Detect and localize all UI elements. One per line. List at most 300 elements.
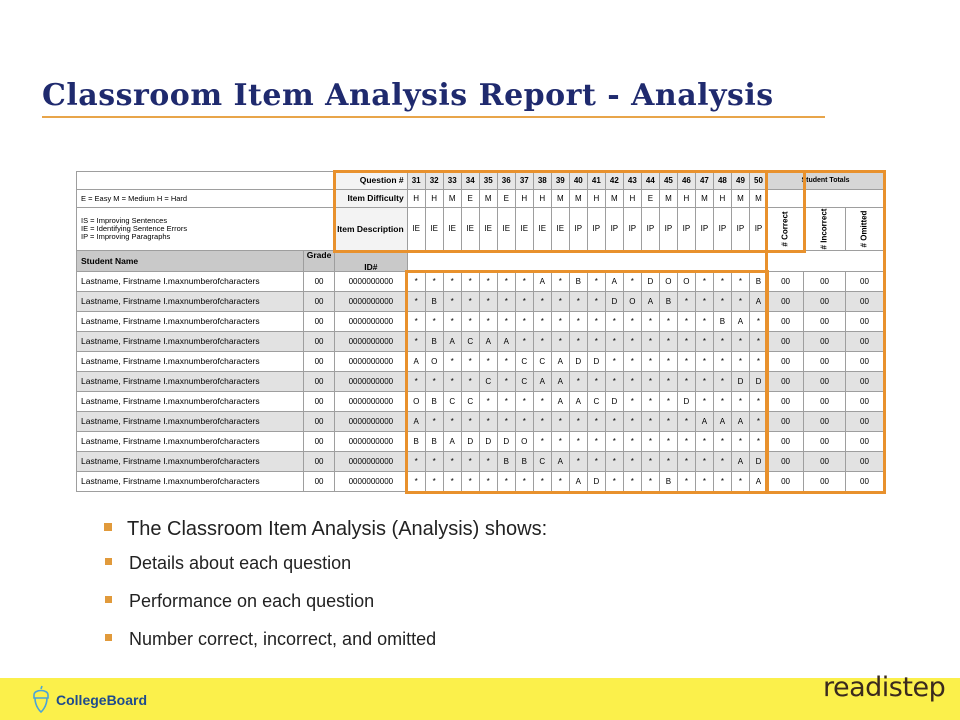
answer-cell: * bbox=[443, 292, 461, 312]
description-cell: IP bbox=[677, 208, 695, 251]
description-cell: IE bbox=[407, 208, 425, 251]
omitted-count-cell: 00 bbox=[846, 332, 884, 352]
omitted-count-cell: 00 bbox=[846, 372, 884, 392]
answer-cell: C bbox=[515, 372, 533, 392]
description-cell: IP bbox=[749, 208, 767, 251]
difficulty-cell: M bbox=[551, 190, 569, 208]
question-number-cell: 35 bbox=[479, 172, 497, 190]
answer-cell: O bbox=[425, 352, 443, 372]
answer-cell: * bbox=[623, 472, 641, 492]
report-table bbox=[76, 171, 884, 492]
difficulty-cell: M bbox=[731, 190, 749, 208]
answer-cell: * bbox=[569, 332, 587, 352]
correct-count-cell: 00 bbox=[767, 292, 803, 312]
grade-cell: 00 bbox=[304, 452, 335, 472]
student-name-cell: Lastname, Firstname I.maxnumberofcharacters bbox=[77, 332, 304, 352]
bullet-square-icon bbox=[105, 634, 112, 641]
answer-cell: * bbox=[731, 472, 749, 492]
answer-cell: A bbox=[551, 352, 569, 372]
answer-cell: * bbox=[605, 472, 623, 492]
grade-cell: 00 bbox=[304, 312, 335, 332]
question-number-cell: 34 bbox=[461, 172, 479, 190]
answer-cell: O bbox=[677, 272, 695, 292]
omitted-count-cell: 00 bbox=[846, 432, 884, 452]
answer-cell: * bbox=[533, 412, 551, 432]
answer-cell: * bbox=[425, 472, 443, 492]
answer-cell: * bbox=[605, 432, 623, 452]
answer-cell: A bbox=[533, 272, 551, 292]
answer-cell: * bbox=[677, 452, 695, 472]
answer-cell: * bbox=[497, 292, 515, 312]
answer-cell: * bbox=[749, 432, 767, 452]
vertical-header-text: # Correct bbox=[780, 211, 790, 247]
incorrect-count-cell: 00 bbox=[804, 472, 846, 492]
omitted-count-cell: 00 bbox=[846, 452, 884, 472]
description-cell: IE bbox=[515, 208, 533, 251]
answer-cell: * bbox=[659, 312, 677, 332]
difficulty-cell: H bbox=[623, 190, 641, 208]
difficulty-cell: H bbox=[515, 190, 533, 208]
grade-cell: 00 bbox=[304, 332, 335, 352]
answer-cell: * bbox=[479, 292, 497, 312]
incorrect-count-cell: 00 bbox=[804, 412, 846, 432]
student-id-cell: 0000000000 bbox=[335, 392, 408, 412]
omitted-count-cell: 00 bbox=[846, 472, 884, 492]
answer-cell: D bbox=[641, 272, 659, 292]
answer-cell: * bbox=[551, 332, 569, 352]
answer-cell: * bbox=[407, 272, 425, 292]
correct-count-cell: 00 bbox=[767, 472, 803, 492]
incorrect-count-cell: 00 bbox=[804, 452, 846, 472]
answer-cell: A bbox=[407, 412, 425, 432]
answer-cell: B bbox=[749, 272, 767, 292]
answer-cell: * bbox=[587, 412, 605, 432]
answer-cell: A bbox=[731, 452, 749, 472]
footer-bar bbox=[0, 672, 960, 720]
answer-cell: * bbox=[461, 472, 479, 492]
answer-cell: * bbox=[623, 352, 641, 372]
answer-cell: * bbox=[659, 412, 677, 432]
student-row bbox=[77, 332, 884, 352]
answer-cell: * bbox=[479, 412, 497, 432]
answer-cell: A bbox=[533, 372, 551, 392]
description-legend-line: IE = Identifying Sentence Errors bbox=[81, 224, 188, 234]
answer-cell: * bbox=[623, 432, 641, 452]
answer-cell: A bbox=[749, 472, 767, 492]
answer-cell: * bbox=[551, 312, 569, 332]
student-id-cell: 0000000000 bbox=[335, 292, 408, 312]
correct-count-cell: 00 bbox=[767, 272, 803, 292]
answer-cell: * bbox=[605, 312, 623, 332]
omitted-count-cell: 00 bbox=[846, 352, 884, 372]
answer-cell: * bbox=[533, 432, 551, 452]
sub-bullet: Details about each question bbox=[105, 553, 547, 574]
student-id-cell: 0000000000 bbox=[335, 452, 408, 472]
answer-cell: * bbox=[695, 332, 713, 352]
answer-cell: * bbox=[731, 392, 749, 412]
readistep-logo: readistep bbox=[823, 672, 946, 703]
answer-cell: D bbox=[749, 452, 767, 472]
student-name-cell: Lastname, Firstname I.maxnumberofcharacters bbox=[77, 472, 304, 492]
answer-cell: C bbox=[443, 392, 461, 412]
answer-cell: * bbox=[749, 332, 767, 352]
incorrect-count-cell: 00 bbox=[804, 332, 846, 352]
answer-cell: A bbox=[641, 292, 659, 312]
answer-cell: * bbox=[497, 412, 515, 432]
answer-cell: * bbox=[659, 432, 677, 452]
grade-cell: 00 bbox=[304, 472, 335, 492]
answer-cell: * bbox=[497, 472, 515, 492]
omitted-count-cell: 00 bbox=[846, 412, 884, 432]
description-cell: IE bbox=[479, 208, 497, 251]
answer-cell: * bbox=[677, 332, 695, 352]
answer-cell: * bbox=[641, 312, 659, 332]
difficulty-cell: H bbox=[587, 190, 605, 208]
answer-cell: * bbox=[497, 312, 515, 332]
answer-cell: D bbox=[479, 432, 497, 452]
answer-cell: A bbox=[479, 332, 497, 352]
answer-cell: * bbox=[569, 432, 587, 452]
difficulty-cell: M bbox=[569, 190, 587, 208]
answer-cell: * bbox=[515, 392, 533, 412]
description-cell: IP bbox=[587, 208, 605, 251]
answer-cell: * bbox=[425, 312, 443, 332]
student-name-cell: Lastname, Firstname I.maxnumberofcharacters bbox=[77, 352, 304, 372]
answer-cell: * bbox=[677, 312, 695, 332]
question-number-cell: 46 bbox=[677, 172, 695, 190]
answer-cell: * bbox=[641, 392, 659, 412]
description-cell: IE bbox=[497, 208, 515, 251]
answer-cell: * bbox=[731, 352, 749, 372]
bullet-square-icon bbox=[105, 596, 112, 603]
answer-cell: * bbox=[551, 292, 569, 312]
answer-cell: * bbox=[443, 352, 461, 372]
answer-cell: * bbox=[479, 312, 497, 332]
description-cell: IP bbox=[641, 208, 659, 251]
totals-header-blank bbox=[767, 251, 883, 272]
answer-cell: * bbox=[461, 412, 479, 432]
answer-cell: * bbox=[605, 412, 623, 432]
question-number-cell: 38 bbox=[533, 172, 551, 190]
answer-cell: O bbox=[659, 272, 677, 292]
student-row bbox=[77, 292, 884, 312]
answer-cell: B bbox=[713, 312, 731, 332]
question-number-cell: 43 bbox=[623, 172, 641, 190]
answer-cell: * bbox=[641, 372, 659, 392]
question-number-cell: 32 bbox=[425, 172, 443, 190]
description-cell: IE bbox=[461, 208, 479, 251]
item-difficulty-label: Item Difficulty bbox=[335, 190, 408, 208]
answer-cell: * bbox=[407, 472, 425, 492]
answer-cell: * bbox=[731, 292, 749, 312]
item-description-row bbox=[77, 208, 884, 251]
answer-cell: * bbox=[551, 412, 569, 432]
question-number-cell: 50 bbox=[749, 172, 767, 190]
answer-cell: * bbox=[641, 332, 659, 352]
answer-cell: * bbox=[713, 332, 731, 352]
answer-cell: * bbox=[677, 432, 695, 452]
answer-cell: * bbox=[443, 312, 461, 332]
description-cell: IP bbox=[605, 208, 623, 251]
answer-cell: B bbox=[515, 452, 533, 472]
answer-cell: * bbox=[659, 392, 677, 412]
answer-cell: * bbox=[605, 452, 623, 472]
answer-cell: B bbox=[407, 432, 425, 452]
student-name-cell: Lastname, Firstname I.maxnumberofcharacters bbox=[77, 412, 304, 432]
answer-cell: C bbox=[515, 352, 533, 372]
student-name-cell: Lastname, Firstname I.maxnumberofcharacters bbox=[77, 312, 304, 332]
answer-cell: D bbox=[587, 352, 605, 372]
grade-cell: 00 bbox=[304, 392, 335, 412]
answer-cell: * bbox=[497, 352, 515, 372]
id-header: ID# bbox=[335, 251, 408, 272]
answer-cell: * bbox=[425, 272, 443, 292]
answer-cell: * bbox=[641, 452, 659, 472]
answer-cell: * bbox=[677, 352, 695, 372]
answer-cell: * bbox=[749, 312, 767, 332]
answer-cell: O bbox=[407, 392, 425, 412]
answer-cell: C bbox=[533, 452, 551, 472]
answer-cell: * bbox=[749, 412, 767, 432]
difficulty-cell: H bbox=[407, 190, 425, 208]
difficulty-cell: H bbox=[425, 190, 443, 208]
answer-cell: * bbox=[713, 452, 731, 472]
answer-cell: * bbox=[533, 472, 551, 492]
student-id-cell: 0000000000 bbox=[335, 352, 408, 372]
incorrect-count-cell: 00 bbox=[804, 272, 846, 292]
answer-cell: * bbox=[533, 312, 551, 332]
answer-cell: O bbox=[623, 292, 641, 312]
question-number-cell: 48 bbox=[713, 172, 731, 190]
incorrect-column-header bbox=[804, 208, 846, 251]
answer-cell: * bbox=[659, 372, 677, 392]
grade-header: Grade bbox=[304, 251, 335, 272]
answers-header-blank bbox=[407, 251, 767, 272]
answer-cell: * bbox=[605, 352, 623, 372]
correct-count-cell: 00 bbox=[767, 372, 803, 392]
answer-cell: * bbox=[713, 472, 731, 492]
correct-count-cell: 00 bbox=[767, 312, 803, 332]
answer-cell: * bbox=[623, 372, 641, 392]
answer-cell: * bbox=[461, 272, 479, 292]
question-number-cell: 39 bbox=[551, 172, 569, 190]
correct-count-cell: 00 bbox=[767, 332, 803, 352]
answer-cell: A bbox=[713, 412, 731, 432]
collegeboard-logo bbox=[28, 685, 147, 715]
answer-cell: * bbox=[479, 392, 497, 412]
student-id-cell: 0000000000 bbox=[335, 432, 408, 452]
answer-cell: * bbox=[443, 372, 461, 392]
question-number-cell: 42 bbox=[605, 172, 623, 190]
answer-cell: * bbox=[713, 372, 731, 392]
answer-cell: * bbox=[587, 452, 605, 472]
grade-cell: 00 bbox=[304, 352, 335, 372]
vertical-header-text: # Omitted bbox=[859, 210, 869, 248]
report-header-blank bbox=[304, 172, 335, 190]
answer-cell: * bbox=[695, 292, 713, 312]
question-number-cell: 33 bbox=[443, 172, 461, 190]
student-row bbox=[77, 352, 884, 372]
difficulty-cell: H bbox=[677, 190, 695, 208]
answer-cell: * bbox=[659, 452, 677, 472]
answer-cell: * bbox=[749, 352, 767, 372]
answer-cell: B bbox=[497, 452, 515, 472]
answer-cell: * bbox=[713, 352, 731, 372]
question-number-row bbox=[77, 172, 884, 190]
answer-cell: O bbox=[515, 432, 533, 452]
answer-cell: A bbox=[569, 472, 587, 492]
column-header-row bbox=[77, 251, 884, 272]
answer-cell: B bbox=[659, 472, 677, 492]
answer-cell: * bbox=[713, 292, 731, 312]
answer-cell: A bbox=[443, 332, 461, 352]
answer-cell: * bbox=[695, 272, 713, 292]
answer-cell: * bbox=[695, 352, 713, 372]
student-id-cell: 0000000000 bbox=[335, 312, 408, 332]
answer-cell: * bbox=[695, 372, 713, 392]
answer-cell: * bbox=[731, 432, 749, 452]
answer-cell: * bbox=[425, 372, 443, 392]
student-totals-header: Student Totals bbox=[767, 172, 883, 190]
difficulty-cell: M bbox=[605, 190, 623, 208]
item-analysis-report bbox=[76, 171, 884, 487]
correct-count-cell: 00 bbox=[767, 412, 803, 432]
answer-cell: * bbox=[713, 272, 731, 292]
answer-cell: * bbox=[731, 332, 749, 352]
answer-cell: * bbox=[587, 332, 605, 352]
description-cell: IE bbox=[443, 208, 461, 251]
answer-cell: * bbox=[551, 272, 569, 292]
student-row bbox=[77, 472, 884, 492]
answer-cell: * bbox=[695, 432, 713, 452]
answer-cell: A bbox=[551, 452, 569, 472]
student-name-cell: Lastname, Firstname I.maxnumberofcharacters bbox=[77, 432, 304, 452]
difficulty-cell: E bbox=[497, 190, 515, 208]
grade-cell: 00 bbox=[304, 372, 335, 392]
answer-cell: * bbox=[497, 372, 515, 392]
difficulty-cell: M bbox=[479, 190, 497, 208]
answer-cell: * bbox=[407, 332, 425, 352]
answer-cell: * bbox=[749, 392, 767, 412]
incorrect-count-cell: 00 bbox=[804, 432, 846, 452]
answer-cell: A bbox=[443, 432, 461, 452]
answer-cell: C bbox=[461, 332, 479, 352]
answer-cell: * bbox=[569, 412, 587, 432]
answer-cell: * bbox=[695, 392, 713, 412]
question-number-cell: 31 bbox=[407, 172, 425, 190]
answer-cell: B bbox=[569, 272, 587, 292]
answer-cell: * bbox=[713, 392, 731, 412]
answer-cell: * bbox=[695, 472, 713, 492]
answer-cell: * bbox=[443, 272, 461, 292]
student-row bbox=[77, 372, 884, 392]
student-id-cell: 0000000000 bbox=[335, 272, 408, 292]
incorrect-count-cell: 00 bbox=[804, 312, 846, 332]
answer-cell: * bbox=[659, 332, 677, 352]
answer-cell: A bbox=[605, 272, 623, 292]
answer-cell: B bbox=[425, 392, 443, 412]
correct-column-header bbox=[767, 208, 803, 251]
bullet-main: The Classroom Item Analysis (Analysis) shows: bbox=[104, 518, 547, 541]
collegeboard-logo-text: CollegeBoard bbox=[56, 692, 148, 708]
answer-cell: B bbox=[425, 332, 443, 352]
bullet-list bbox=[104, 518, 547, 667]
description-cell: IP bbox=[695, 208, 713, 251]
answer-cell: * bbox=[461, 352, 479, 372]
answer-cell: * bbox=[551, 472, 569, 492]
question-number-cell: 41 bbox=[587, 172, 605, 190]
student-name-header: Student Name bbox=[77, 251, 304, 272]
description-cell: IP bbox=[713, 208, 731, 251]
answer-cell: * bbox=[569, 372, 587, 392]
description-cell: IP bbox=[623, 208, 641, 251]
student-row bbox=[77, 452, 884, 472]
student-row bbox=[77, 392, 884, 412]
answer-cell: D bbox=[605, 392, 623, 412]
answer-cell: * bbox=[407, 372, 425, 392]
grade-cell: 00 bbox=[304, 412, 335, 432]
answer-cell: * bbox=[461, 372, 479, 392]
answer-cell: * bbox=[695, 452, 713, 472]
description-cell: IP bbox=[731, 208, 749, 251]
answer-cell: * bbox=[623, 412, 641, 432]
description-legend bbox=[77, 208, 335, 251]
correct-count-cell: 00 bbox=[767, 392, 803, 412]
answer-cell: * bbox=[443, 452, 461, 472]
answer-cell: * bbox=[587, 272, 605, 292]
bullet-square-icon bbox=[104, 523, 112, 531]
answer-cell: * bbox=[605, 332, 623, 352]
incorrect-count-cell: 00 bbox=[804, 352, 846, 372]
answer-cell: A bbox=[497, 332, 515, 352]
answer-cell: * bbox=[515, 472, 533, 492]
answer-cell: * bbox=[407, 452, 425, 472]
answer-cell: * bbox=[587, 432, 605, 452]
answer-cell: A bbox=[407, 352, 425, 372]
vertical-header-text: # Incorrect bbox=[819, 208, 829, 250]
student-row bbox=[77, 432, 884, 452]
difficulty-cell: H bbox=[713, 190, 731, 208]
student-name-cell: Lastname, Firstname I.maxnumberofcharacters bbox=[77, 452, 304, 472]
answer-cell: * bbox=[479, 272, 497, 292]
answer-cell: * bbox=[497, 272, 515, 292]
item-description-label: Item Description bbox=[335, 208, 408, 251]
answer-cell: A bbox=[695, 412, 713, 432]
incorrect-count-cell: 00 bbox=[804, 292, 846, 312]
question-number-cell: 36 bbox=[497, 172, 515, 190]
answer-cell: * bbox=[479, 452, 497, 472]
answer-cell: * bbox=[641, 412, 659, 432]
omitted-count-cell: 00 bbox=[846, 272, 884, 292]
incorrect-count-cell: 00 bbox=[804, 372, 846, 392]
student-name-cell: Lastname, Firstname I.maxnumberofcharacters bbox=[77, 272, 304, 292]
answer-cell: * bbox=[587, 312, 605, 332]
answer-cell: B bbox=[659, 292, 677, 312]
difficulty-cell: H bbox=[533, 190, 551, 208]
bullet-square-icon bbox=[105, 558, 112, 565]
question-number-cell: 40 bbox=[569, 172, 587, 190]
omitted-count-cell: 00 bbox=[846, 312, 884, 332]
answer-cell: * bbox=[659, 352, 677, 372]
difficulty-cell: E bbox=[641, 190, 659, 208]
answer-cell: * bbox=[587, 372, 605, 392]
answer-cell: A bbox=[749, 292, 767, 312]
student-row bbox=[77, 312, 884, 332]
answer-cell: * bbox=[713, 432, 731, 452]
answer-cell: * bbox=[425, 412, 443, 432]
answer-cell: C bbox=[533, 352, 551, 372]
totals-blank bbox=[767, 190, 883, 208]
